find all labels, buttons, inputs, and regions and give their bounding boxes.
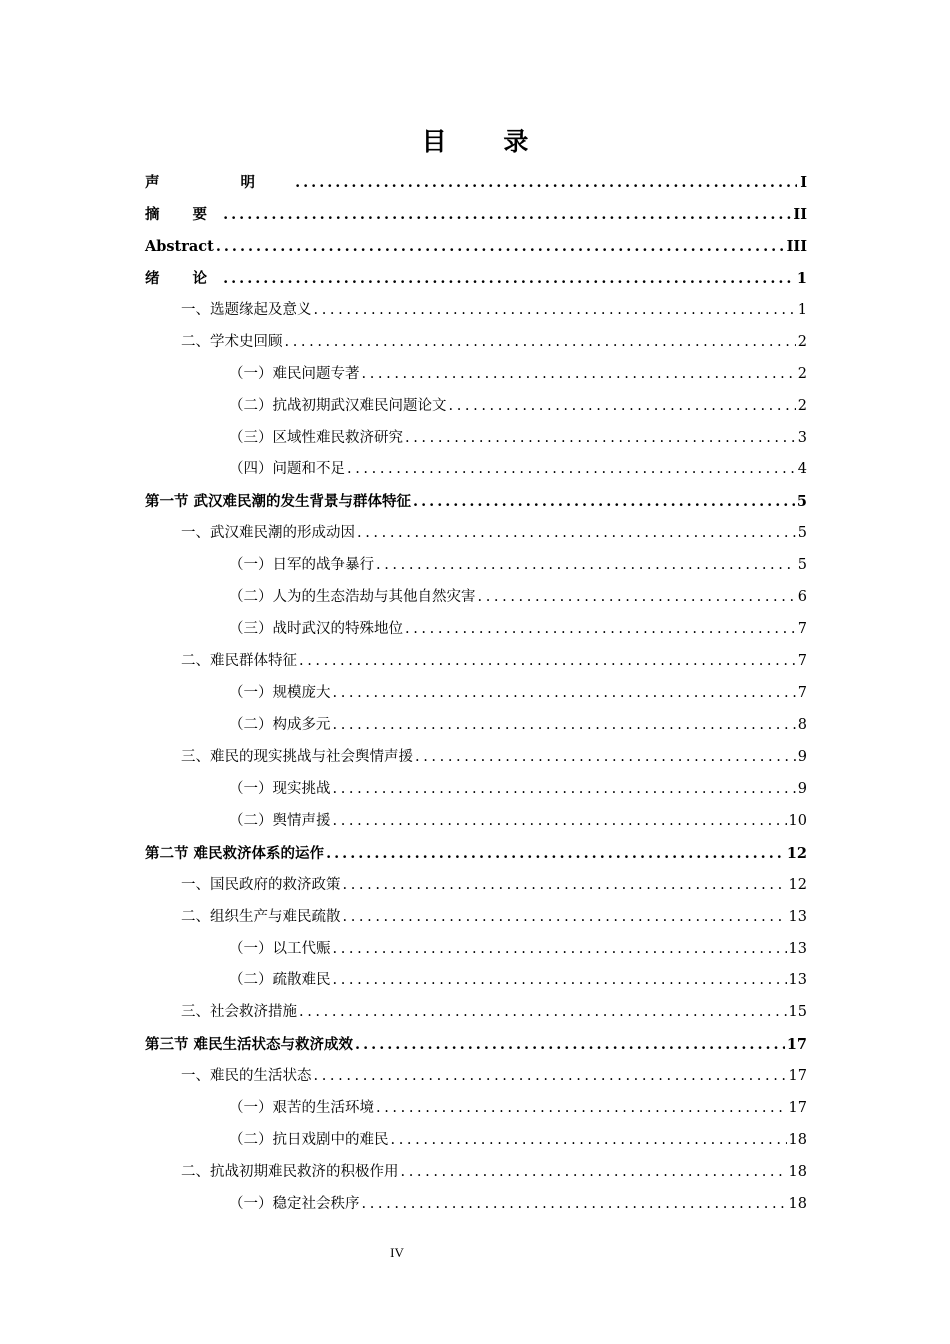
toc-entry-page: 17 (788, 1100, 807, 1117)
toc-entry[interactable] (145, 614, 807, 646)
toc-entry-label: 第一节 武汉难民潮的发生背景与群体特征 (145, 493, 412, 511)
toc-entry[interactable] (145, 582, 807, 614)
toc-entry-label: （三）战时武汉的特殊地位 (229, 621, 403, 638)
toc-entry-page: 15 (788, 1004, 807, 1021)
toc-entry[interactable] (145, 295, 807, 327)
toc-dot-leader (391, 1125, 787, 1157)
toc-dot-leader (413, 486, 795, 518)
toc-list (145, 167, 807, 1221)
toc-entry[interactable] (145, 774, 807, 806)
toc-dot-leader (478, 582, 796, 614)
toc-dot-leader (333, 965, 787, 997)
toc-entry-page: I (800, 174, 807, 191)
toc-dot-leader (449, 391, 796, 423)
toc-entry-label: （三）区域性难民救济研究 (229, 429, 403, 446)
toc-dot-leader (216, 231, 785, 263)
toc-dot-leader (314, 1061, 787, 1093)
toc-entry[interactable] (145, 359, 807, 391)
toc-entry-page: 2 (797, 333, 807, 350)
toc-entry-page: 18 (788, 1132, 807, 1149)
toc-entry-page: 18 (788, 1196, 807, 1212)
toc-entry-page: 17 (786, 1036, 807, 1054)
toc-entry-label: 第三节 难民生活状态与救济成效 (145, 1036, 354, 1054)
toc-entry-label: （二）人为的生态浩劫与其他自然灾害 (229, 589, 476, 606)
toc-entry-page: 9 (797, 748, 807, 765)
toc-title: 目 录 (421, 127, 553, 156)
toc-entry[interactable] (145, 550, 807, 582)
toc-entry-label: （一）难民问题专著 (229, 365, 360, 382)
toc-dot-leader (299, 646, 796, 678)
toc-entry-page: 8 (797, 716, 807, 733)
toc-dot-leader (299, 997, 787, 1029)
toc-entry-label: 摘 要 (145, 205, 222, 223)
toc-entry-label: （二）构成多元 (229, 716, 331, 733)
toc-entry[interactable] (145, 742, 807, 774)
toc-dot-leader (415, 742, 796, 774)
toc-entry[interactable] (145, 997, 807, 1029)
toc-entry-label: （四）问题和不足 (229, 461, 345, 478)
toc-entry[interactable] (145, 263, 807, 295)
toc-entry-page: 7 (797, 685, 807, 701)
toc-entry[interactable] (145, 391, 807, 423)
toc-entry-page: 13 (788, 908, 807, 925)
toc-entry-label: 二、组织生产与难民疏散 (181, 908, 341, 925)
toc-dot-leader (326, 838, 785, 870)
toc-entry[interactable] (145, 870, 807, 902)
toc-entry[interactable] (145, 231, 807, 263)
toc-entry[interactable] (145, 167, 807, 199)
toc-entry[interactable] (145, 710, 807, 742)
toc-entry-label: 一、国民政府的救济政策 (181, 876, 341, 893)
toc-entry[interactable] (145, 518, 807, 550)
toc-dot-leader (223, 199, 791, 231)
page-footer (0, 1243, 950, 1263)
toc-entry-page: 5 (797, 557, 807, 574)
toc-dot-leader (333, 710, 796, 742)
toc-entry-page: 6 (797, 589, 807, 606)
toc-entry-page: 12 (786, 844, 807, 862)
toc-dot-leader (333, 934, 787, 966)
toc-entry[interactable] (145, 327, 807, 359)
toc-dot-leader (405, 423, 796, 455)
toc-entry-label: 一、选题缘起及意义 (181, 301, 312, 318)
toc-dot-leader (333, 774, 796, 806)
toc-entry[interactable] (145, 1125, 807, 1157)
toc-entry-label: （二）抗日戏剧中的难民 (229, 1132, 389, 1149)
toc-entry[interactable] (145, 806, 807, 838)
toc-entry-page: II (793, 205, 807, 223)
toc-entry-page: 7 (797, 653, 807, 670)
toc-entry-page: 5 (796, 493, 807, 511)
toc-entry-label: 三、社会救济措施 (181, 1004, 297, 1021)
toc-entry[interactable] (145, 1029, 807, 1061)
toc-entry-page: 10 (788, 812, 807, 829)
toc-dot-leader (295, 167, 797, 199)
toc-dot-leader (405, 614, 796, 646)
toc-entry-label: 绪 论 (145, 269, 222, 287)
toc-entry[interactable] (145, 678, 807, 710)
toc-entry-page: 5 (797, 525, 807, 542)
toc-entry[interactable] (145, 1093, 807, 1125)
toc-entry-label: （一）艰苦的生活环境 (229, 1100, 374, 1117)
toc-entry-label: （二）舆情声援 (229, 812, 331, 829)
toc-entry-page: 13 (788, 940, 807, 957)
toc-entry-label: （一）日军的战争暴行 (229, 557, 374, 574)
toc-dot-leader (285, 327, 796, 359)
toc-entry-label: 二、难民群体特征 (181, 653, 297, 670)
toc-entry-label: （二）疏散难民 (229, 972, 331, 989)
toc-entry-label: （二）抗战初期武汉难民问题论文 (229, 397, 447, 414)
toc-entry[interactable] (145, 902, 807, 934)
toc-entry-page: 3 (797, 429, 807, 446)
toc-dot-leader (376, 1093, 787, 1125)
toc-entry-page: 2 (797, 365, 807, 382)
toc-dot-leader (223, 263, 795, 295)
toc-dot-leader (343, 902, 787, 934)
toc-entry[interactable] (145, 1061, 807, 1093)
toc-entry[interactable] (145, 199, 807, 231)
toc-dot-leader (343, 870, 787, 902)
toc-dot-leader (314, 295, 796, 327)
page-number: IV (390, 1245, 404, 1260)
toc-entry-label: （一）规模庞大 (229, 685, 331, 701)
toc-dot-leader (401, 1157, 787, 1189)
toc-entry[interactable] (145, 486, 807, 518)
toc-dot-leader (355, 1029, 785, 1061)
toc-entry-label: （一）稳定社会秩序 (229, 1196, 360, 1212)
toc-entry-page: 7 (797, 621, 807, 638)
toc-entry-page: 2 (797, 397, 807, 414)
toc-entry-page: III (786, 237, 807, 255)
toc-dot-leader (357, 518, 796, 550)
toc-dot-leader (362, 1189, 787, 1221)
toc-dot-leader (333, 678, 796, 710)
toc-entry-label: 一、武汉难民潮的形成动因 (181, 525, 355, 542)
toc-entry-page: 9 (797, 780, 807, 797)
toc-entry[interactable] (145, 646, 807, 678)
toc-entry-label: 声 明 (145, 174, 294, 191)
toc-entry-page: 4 (797, 461, 807, 478)
toc-entry[interactable] (145, 454, 807, 486)
toc-entry-page: 1 (796, 269, 807, 287)
toc-entry-label: 二、抗战初期难民救济的积极作用 (181, 1164, 399, 1181)
toc-entry-page: 13 (788, 972, 807, 989)
toc-entry-label: 第二节 难民救济体系的运作 (145, 844, 325, 862)
toc-dot-leader (362, 359, 796, 391)
toc-entry-label: 二、学术史回顾 (181, 333, 283, 350)
toc-entry[interactable] (145, 838, 807, 870)
toc-entry-page: 17 (788, 1068, 807, 1085)
toc-entry-label: 一、难民的生活状态 (181, 1068, 312, 1085)
toc-dot-leader (376, 550, 796, 582)
toc-entry[interactable] (145, 423, 807, 455)
toc-entry-page: 12 (788, 876, 807, 893)
toc-entry[interactable] (145, 965, 807, 997)
toc-entry-label: （一）以工代赈 (229, 940, 331, 957)
toc-entry-label: 三、难民的现实挑战与社会舆情声援 (181, 748, 413, 765)
toc-entry-label: Abstract (145, 237, 214, 255)
toc-entry-page: 18 (788, 1164, 807, 1181)
toc-entry[interactable] (145, 934, 807, 966)
toc-dot-leader (347, 454, 796, 486)
toc-entry[interactable] (145, 1157, 807, 1189)
toc-entry-page: 1 (797, 301, 807, 318)
toc-dot-leader (333, 806, 787, 838)
toc-entry-label: （一）现实挑战 (229, 780, 331, 797)
toc-entry[interactable] (145, 1189, 807, 1221)
